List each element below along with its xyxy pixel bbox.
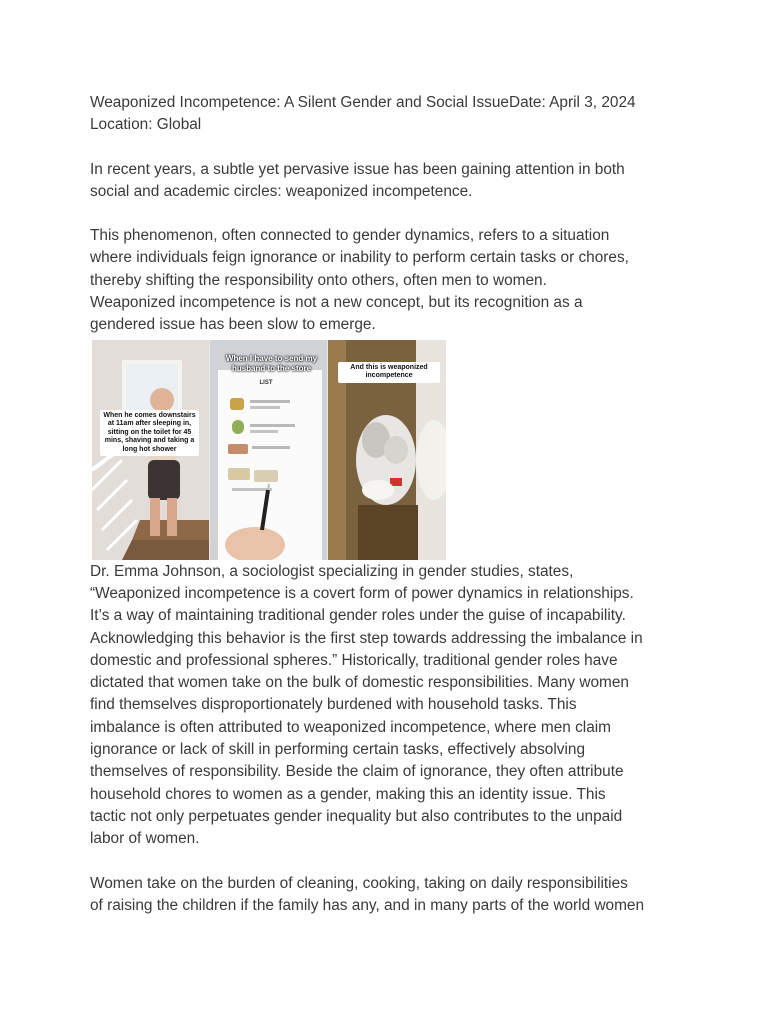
collage-panel-stairs (92, 340, 209, 560)
panel2-list-title: LIST (259, 379, 273, 386)
panel2-caption: When I have to send my husband to the store (225, 353, 318, 373)
article-body (90, 92, 690, 917)
paragraph-burden: Women take on the burden of cleaning, cooking, taking on daily responsibilities of raising the children if the family has any, and in many parts of the world women (90, 874, 645, 914)
spacer (90, 203, 690, 225)
paragraph-definition: This phenomenon, often connected to gender dynamics, refers to a situation where individuals feign ignorance or inability to perform certain tasks or chores, thereby shifting the responsibility onto others, often men to women. Weaponized incompetence is not a new concept, but its recognition as a gendered issue has been slow to emerge. (90, 227, 629, 334)
panel1-caption: When he comes downstairs at 11am after sleeping in, sitting on the toilet for 45 mins, shaving and taking a long hot shower (100, 410, 199, 457)
spacer (90, 137, 690, 159)
meme-collage-image (92, 340, 446, 560)
collage-panel-trash (327, 340, 446, 560)
collage-panel-shopping-list (209, 340, 327, 560)
paragraph-expert-quote: Dr. Emma Johnson, a sociologist specializing in gender studies, states, “Weaponized incompetence is a covert form of power dynamics in relationships. It’s a way of maintaining traditional gender roles under the guise of incapability. Acknowledging this behavior is the first step towards addressing the imbalance in domestic and professional spheres.” Historically, traditional gender roles have dictated that women take on the bulk of domestic responsibilities. Many women find themselves disproportionately burdened with household tasks. This imbalance is often attributed to weaponized incompetence, where men claim ignorance or lack of skill in performing certain tasks, effectively absolving themselves of responsibility. Beside the claim of ignorance, they often attribute household chores to women as a gender, making this an identity issue. This tactic not only perpetuates gender inequality but also contributes to the unpaid labor of women. (90, 562, 643, 848)
article-heading: Weaponized Incompetence: A Silent Gender and Social IssueDate: April 3, 2024 Location: Global (90, 94, 636, 134)
panel3-caption: And this is weaponized incompetence (338, 362, 440, 383)
paragraph-intro: In recent years, a subtle yet pervasive issue has been gaining attention in both social and academic circles: weaponized incompetence. (90, 160, 625, 200)
spacer (90, 851, 690, 873)
